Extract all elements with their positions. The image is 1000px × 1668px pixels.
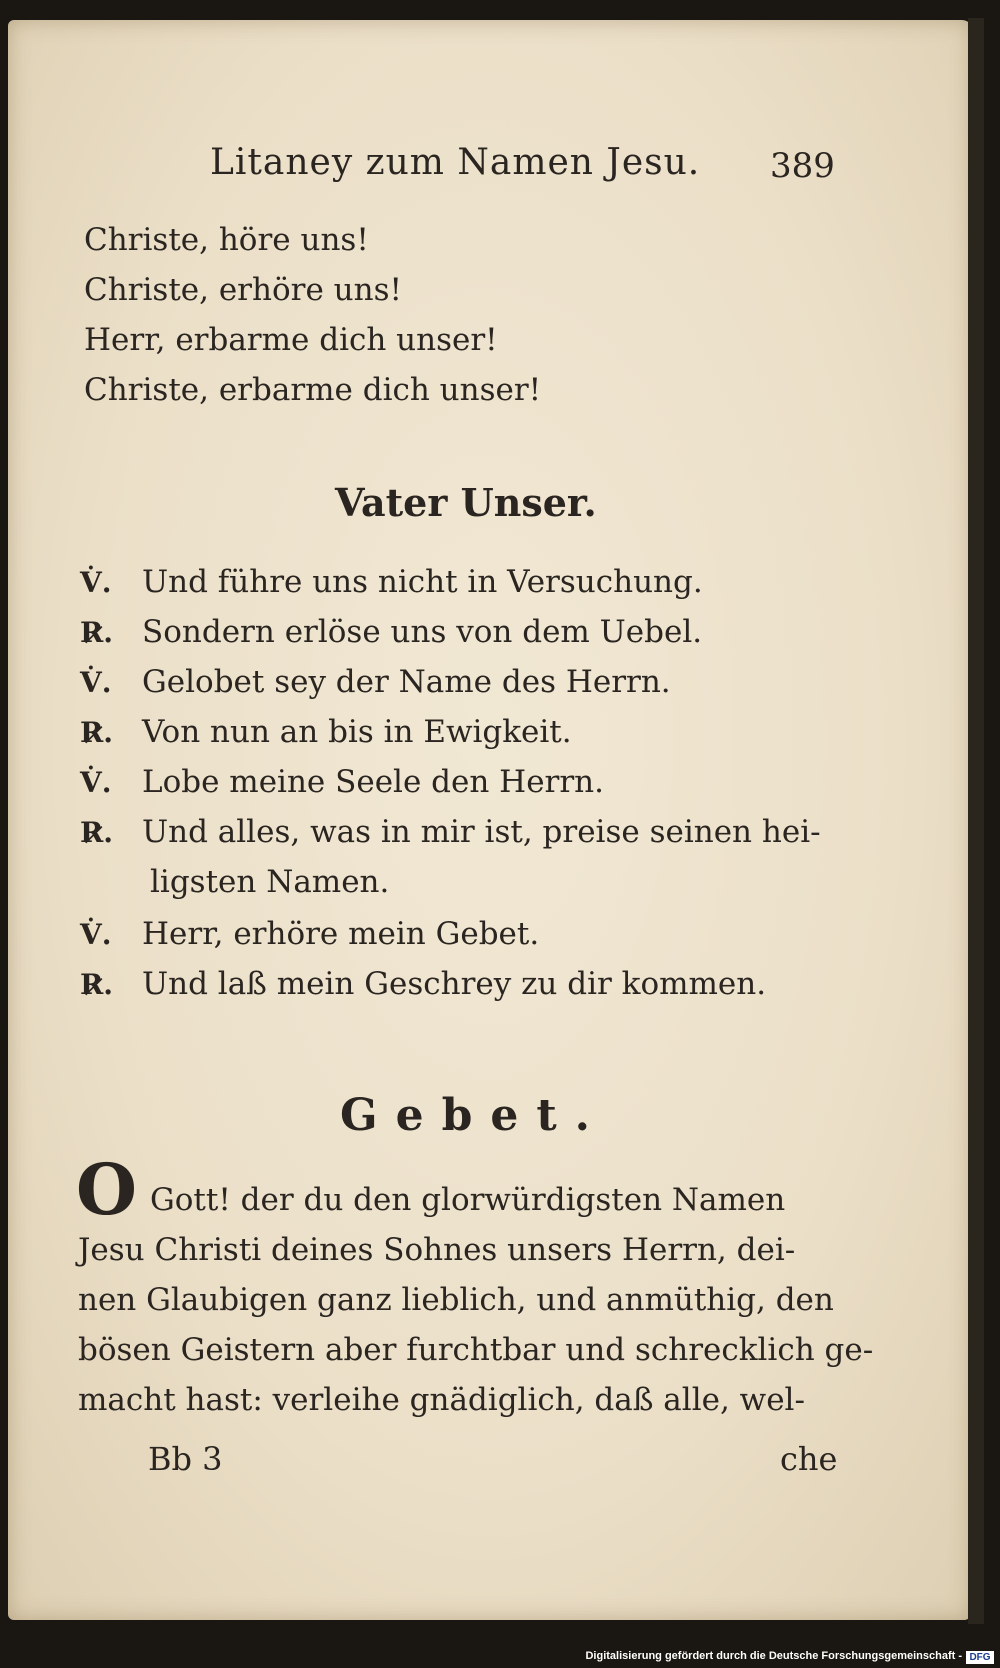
versicle-text: Lobe meine Seele den Herrn. [142, 764, 605, 800]
running-head: Litaney zum Namen Jesu. [210, 142, 701, 183]
intro-line: Herr, erbarme dich unser! [84, 322, 498, 358]
prayer-initial: O [76, 1148, 137, 1231]
response-mark: R̷. [80, 968, 114, 1001]
response-text: Sondern erlöse uns von dem Uebel. [142, 614, 703, 650]
intro-line: Christe, höre uns! [84, 222, 369, 258]
versicle-mark: V̇. [80, 766, 112, 799]
intro-line: Christe, erhöre uns! [84, 272, 402, 308]
dfg-logo-icon: DFG [966, 1651, 994, 1664]
response-text: Und laß mein Geschrey zu dir kommen. [142, 966, 767, 1002]
section-title-gebet: Gebet. [340, 1090, 608, 1141]
response-text-continued: ligsten Namen. [150, 864, 390, 900]
response-text: Von nun an bis in Ewigkeit. [142, 714, 572, 750]
prayer-line: macht hast: verleihe gnädiglich, daß alle, wel- [78, 1382, 805, 1418]
intro-line: Christe, erbarme dich unser! [84, 372, 542, 408]
catchword: che [780, 1440, 838, 1478]
prayer-line: nen Glaubigen ganz lieblich, und anmüthig, den [78, 1282, 834, 1318]
footer-credit: Digitalisierung gefördert durch die Deutsche Forschungsgemeinschaft - [585, 1650, 962, 1662]
prayer-line: Jesu Christi deines Sohnes unsers Herrn, dei- [78, 1232, 796, 1268]
versicle-mark: V̇. [80, 566, 112, 599]
versicle-text: Und führe uns nicht in Versuchung. [142, 564, 703, 600]
versicle-mark: V̇. [80, 918, 112, 951]
prayer-line: Gott! der du den glorwürdigsten Namen [150, 1182, 786, 1218]
versicle-mark: V̇. [80, 666, 112, 699]
signature-mark: Bb 3 [148, 1440, 223, 1478]
response-mark: R̷. [80, 716, 114, 749]
versicle-text: Herr, erhöre mein Gebet. [142, 916, 540, 952]
page-number: 389 [770, 146, 835, 186]
page-edge-shadow [968, 18, 984, 1624]
response-mark: R̷. [80, 816, 114, 849]
response-text: Und alles, was in mir ist, preise seinen hei- [142, 814, 821, 850]
versicle-text: Gelobet sey der Name des Herrn. [142, 664, 671, 700]
response-mark: R̷. [80, 616, 114, 649]
prayer-line: bösen Geistern aber furchtbar und schrecklich ge- [78, 1332, 874, 1368]
section-title-vater-unser: Vater Unser. [335, 480, 597, 525]
